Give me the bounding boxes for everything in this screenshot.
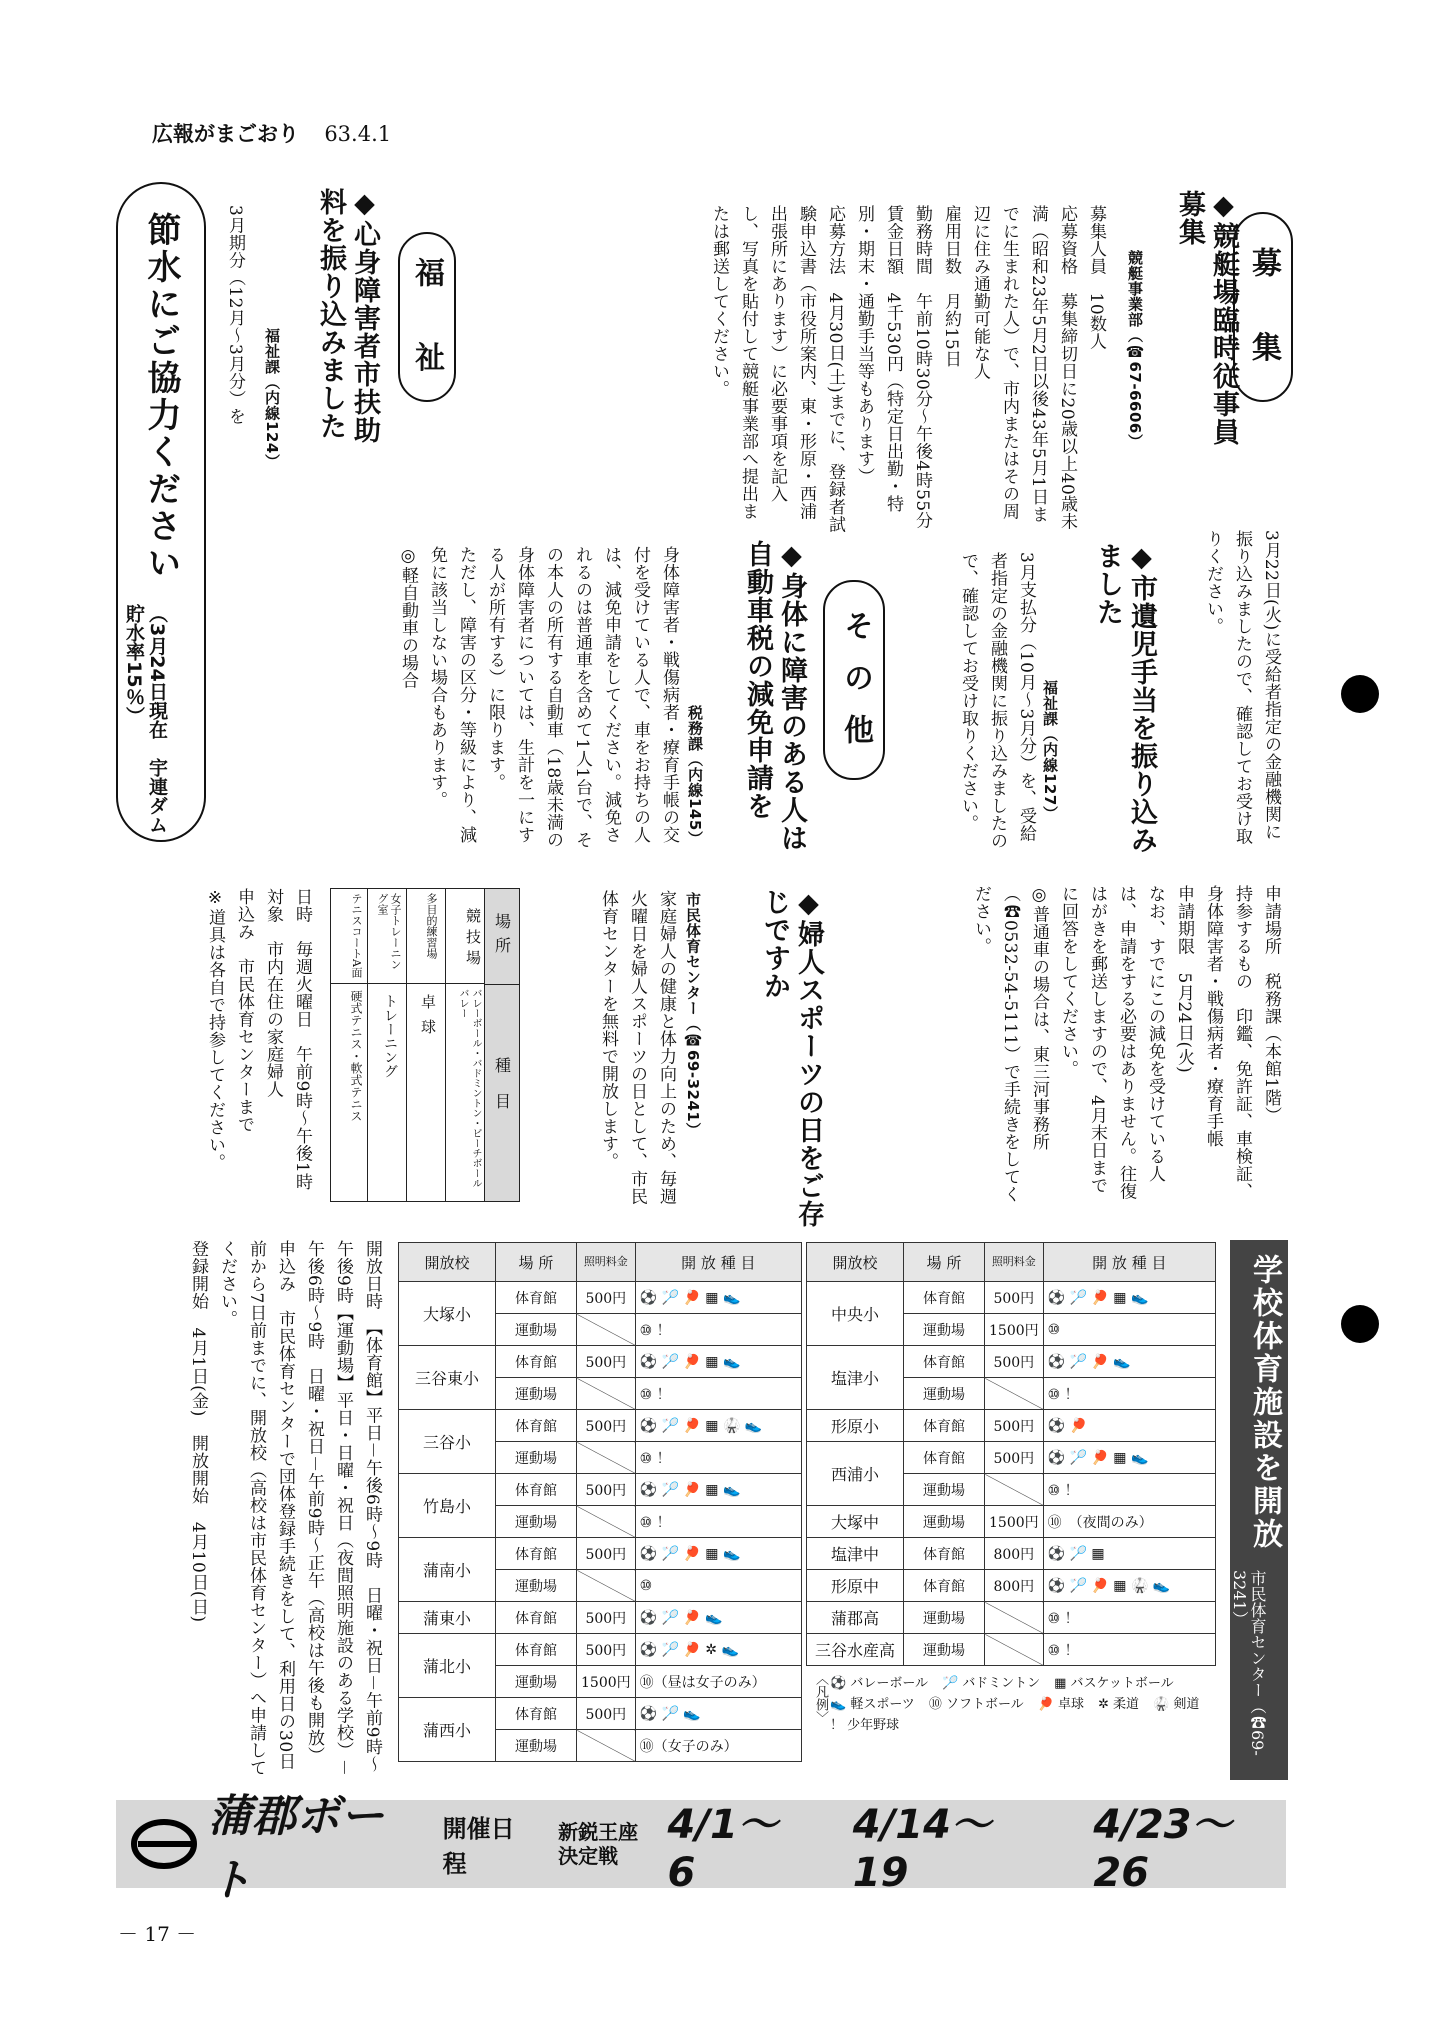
boat-logo: 蒲郡ボート — [208, 1791, 384, 1906]
table-row — [399, 1346, 802, 1378]
school-name: 三谷水産高 — [807, 1634, 904, 1666]
table-row — [807, 1538, 1216, 1570]
sport-events: ⚽ 🏸 🏓 ▦ 👟 — [1043, 1442, 1215, 1474]
fujin-body: 家庭婦人の健康と体力向上のため、毎週火曜日を婦人スポーツの日として、市民体育センターを無料で開放します。 — [598, 890, 676, 1205]
setsusui-sub: （3月24日現在 宇連ダム貯水率15％） — [123, 604, 168, 834]
school-name: 蒲東小 — [399, 1602, 496, 1634]
fujin-table — [330, 888, 520, 1202]
page-header — [152, 118, 391, 148]
fujo-continuation: 3月22日(火)に受給者指定の金融機関に振り込みましたので、確認してお受け取りください。 — [1203, 530, 1281, 845]
iji-heading: ◆市遺児手当を振り込みました — [1092, 542, 1157, 854]
sport-events: ⚽ 🏸 🏓 ▦ 🥋 👟 — [635, 1410, 801, 1442]
facility-place: 運動場 — [904, 1602, 985, 1634]
section-oval-boshu: 募 集 — [1233, 212, 1293, 402]
facility-place: 運動場 — [904, 1378, 985, 1410]
school-name: 塩津中 — [807, 1538, 904, 1570]
facility-place: 運動場 — [496, 1570, 577, 1602]
fujin-cell-event: 卓球 — [419, 994, 437, 1044]
sport-events: ⑩ ！ — [1043, 1602, 1215, 1634]
sport-events: ⑩ ！ — [635, 1506, 801, 1538]
facility-place: 体育館 — [496, 1346, 577, 1378]
zeikin-body: 身体障害者・戦傷病者・療育手帳の交付を受けている人で、車をお持ちの人は、減免申請をしてください。減免されるのは普通車を含めて1人1台で、その本人の所有する自動車（18歳未満の身体障害者については、生計を一にする人が所有する）に限ります。 ただし、障害の区分・等級により、減免に該当しない場合もあります。 ◎軽自動車の場合 — [398, 546, 679, 849]
facility-place: 運動場 — [904, 1474, 985, 1506]
sport-events: ⑩ — [635, 1570, 801, 1602]
boat-date-3: 4/23～26 — [1093, 1801, 1232, 1896]
table-row — [399, 1538, 802, 1570]
legend-item: 👟 軽スポーツ — [830, 1697, 915, 1712]
fujin-table-header-place: 場所 — [485, 889, 519, 985]
sport-events: ⚽ 🏸 🏓 ▦ 👟 — [635, 1538, 801, 1570]
lighting-fee — [985, 1634, 1044, 1666]
school-name: 塩津小 — [807, 1346, 904, 1410]
kyotei-dept: 競艇事業部（☎67-6606） — [1126, 250, 1144, 450]
lighting-fee — [985, 1378, 1044, 1410]
lighting-fee: 500円 — [985, 1442, 1044, 1474]
facility-place: 体育館 — [904, 1410, 985, 1442]
lighting-fee: 500円 — [985, 1410, 1044, 1442]
table-row — [399, 1634, 802, 1666]
kyotei-heading: ◆競艇場臨時従事員募集 — [1174, 190, 1239, 446]
col-events: 開 放 種 目 — [635, 1243, 801, 1282]
school-name: 大塚小 — [399, 1282, 496, 1346]
col-place: 場 所 — [496, 1243, 577, 1282]
facility-place: 体育館 — [496, 1282, 577, 1314]
school-name: 形原小 — [807, 1410, 904, 1442]
col-fee: 照明料金 — [577, 1243, 636, 1282]
sport-events: ⚽ 🏸 🏓 ▦ 👟 — [1043, 1282, 1215, 1314]
school-name: 形原中 — [807, 1570, 904, 1602]
facility-place: 体育館 — [904, 1570, 985, 1602]
boat-date-2: 4/14～19 — [852, 1801, 991, 1896]
fujo-body: 3月期分（12月～3月分）を — [225, 205, 245, 426]
facility-place: 体育館 — [904, 1346, 985, 1378]
boat-logo-icon — [128, 1814, 200, 1874]
school-name: 中央小 — [807, 1282, 904, 1346]
boat-label: 開催日程 — [442, 1815, 515, 1878]
sport-events: ⚽ 🏸 🏓 ✲ 👟 — [635, 1634, 801, 1666]
facility-place: 運動場 — [496, 1666, 577, 1698]
facility-place: 運動場 — [904, 1506, 985, 1538]
fujin-table-row — [367, 889, 406, 1201]
table-row — [807, 1442, 1216, 1474]
header-title: 広報がまごおり — [152, 122, 299, 146]
iji-dept: 福祉課（内線127） — [1041, 680, 1059, 822]
legend-item: ！ 少年野球 — [830, 1718, 900, 1733]
sport-events: ⚽ 🏸 👟 — [635, 1698, 801, 1730]
fujin-cell-place: 女子トレーニング室 — [368, 889, 406, 984]
gakko-legend — [806, 1672, 1216, 1733]
kyotei-body: 募集人員 10数人 応募資格 募集締切日に20歳以上40歳未満（昭和23年5月2日以後43年5月1日までに生まれた人）で、市内またはその周辺に住み通勤可能な人 雇用日数 月約15日 勤務時間 午前10時30分～午後4時55分 賃金日額 4千530円（特定日出勤・特別・期末・通勤手当等もあります） 応募方法 4月30日(土)までに、登録者試験申込書（市役所案内、東・形原・西浦出張所にあります）に必要事項を記入し、写真を貼付して競艇事業部へ提出または郵送してください。 — [709, 205, 1106, 534]
binding-dot-top — [1341, 675, 1379, 713]
lighting-fee — [577, 1570, 636, 1602]
legend-item: 🏸 バドミントン — [942, 1676, 1041, 1691]
fujo-heading: ◆心身障害者市扶助料を振り込みました — [315, 188, 380, 444]
sport-events: ⑩（昼は女子のみ） — [635, 1666, 801, 1698]
facility-place: 運動場 — [904, 1314, 985, 1346]
school-name: 蒲郡高 — [807, 1602, 904, 1634]
sport-events: ⑩ — [1043, 1314, 1215, 1346]
fujo-dept: 福祉課（内線124） — [263, 328, 281, 470]
sport-events: ⑩ ！ — [635, 1442, 801, 1474]
table-row — [807, 1506, 1216, 1538]
section-oval-fukushi: 福 祉 — [398, 232, 456, 402]
gakko-title-box — [1230, 1240, 1288, 1780]
table-row — [399, 1602, 802, 1634]
setsusui-main: 節水にご協力ください — [141, 212, 181, 582]
lighting-fee: 500円 — [577, 1538, 636, 1570]
fujin-heading: ◆婦人スポーツの日をご存じですか — [759, 888, 824, 1228]
fujin-table-header — [484, 889, 519, 1201]
sport-events: ⚽ 🏸 ▦ — [1043, 1538, 1215, 1570]
col-fee: 照明料金 — [985, 1243, 1044, 1282]
table-row — [807, 1282, 1216, 1314]
sport-events: ⚽ 🏸 🏓 ▦ 👟 — [635, 1282, 801, 1314]
boat-date-1: 4/1～6 — [667, 1801, 778, 1896]
fujin-cell-event: バレーボール・バドミントン・ビーチボールバレー — [457, 988, 481, 1188]
school-name: 蒲西小 — [399, 1698, 496, 1762]
gakko-info: 開放日時 【体育館】平日－午後6時～9時 日曜・祝日－午前9時～午後9時【運動場】平日・日曜・祝日（夜間照明施設のある学校）－午後6時～9時 日曜・祝日－午前9時～正午（高校は午後も開放） 申込み 市民体育センターで団体登録手続きをして、利用日の30日前から7日前までに、開放校（高校は市民体育センター）へ申請してください。 登録開始 4月1日(金) 開放開始 4月10日(日) — [188, 1240, 382, 1777]
sport-events: ⑩（女子のみ） — [635, 1730, 801, 1762]
sport-events: ⑩ ！ — [635, 1378, 801, 1410]
sport-events: ⑩ ！ — [1043, 1378, 1215, 1410]
legend-item: 🏓 卓球 — [1037, 1697, 1085, 1712]
lighting-fee — [577, 1506, 636, 1538]
fujin-dept: 市民体育センター（☎69-3241） — [684, 892, 702, 1138]
lighting-fee: 500円 — [985, 1346, 1044, 1378]
lighting-fee: 500円 — [577, 1410, 636, 1442]
col-events: 開 放 種 目 — [1043, 1243, 1215, 1282]
table-row — [807, 1410, 1216, 1442]
gakko-dept: 市民体育センター（☎69-3241） — [1230, 1570, 1267, 1756]
fujin-table-row — [331, 889, 367, 1201]
facility-place: 体育館 — [904, 1538, 985, 1570]
sport-events: ⚽ 🏓 — [1043, 1410, 1215, 1442]
facility-place: 体育館 — [496, 1410, 577, 1442]
col-school: 開放校 — [807, 1243, 904, 1282]
boat-race: 新鋭王座決定戦 — [558, 1820, 639, 1868]
legend-item: ⑩ ソフトボール — [928, 1697, 1024, 1712]
school-name: 蒲南小 — [399, 1538, 496, 1602]
legend-items — [830, 1672, 1216, 1733]
legend-item: ✲ 柔道 — [1098, 1697, 1140, 1712]
school-name: 蒲北小 — [399, 1634, 496, 1698]
lighting-fee — [985, 1602, 1044, 1634]
lighting-fee: 800円 — [985, 1538, 1044, 1570]
lighting-fee: 1500円 — [577, 1666, 636, 1698]
school-name: 三谷東小 — [399, 1346, 496, 1410]
lighting-fee — [985, 1474, 1044, 1506]
fujin-cell-event: 硬式テニス・軟式テニス — [349, 990, 363, 1122]
fujin-table-header-event: 種目 — [492, 1057, 512, 1129]
gakko-table-right — [806, 1242, 1216, 1733]
legend-item: ▦ バスケットボール — [1054, 1676, 1174, 1691]
lighting-fee: 500円 — [577, 1474, 636, 1506]
lighting-fee: 500円 — [577, 1346, 636, 1378]
legend-item: 🥋 剣道 — [1153, 1697, 1200, 1712]
sport-events: ⚽ 🏸 🏓 ▦ 👟 — [635, 1474, 801, 1506]
zeikin-body-2: 申請場所 税務課（本館1階） 持参するもの 印鑑、免許証、車検証、身体障害者・戦傷病者・療育手帳 申請期限 5月24日(火) なお、すでにこの減免を受けている人は、申請をする必要はありません。往復はがきを郵送しますので、4月末日までに回答をしてください。 ◎普通車の場合は、東三河事務所（☎0532-54-5111）で手続きをしてください。 — [971, 885, 1281, 1204]
lighting-fee: 1500円 — [985, 1506, 1044, 1538]
table-row — [399, 1474, 802, 1506]
gakko-title: 学校体育施設を開放 — [1247, 1254, 1282, 1551]
legend-item: ⚽ バレーボール — [830, 1676, 929, 1691]
school-name: 西浦小 — [807, 1442, 904, 1506]
sport-events: ⚽ 🏸 🏓 ▦ 🥋 👟 — [1043, 1570, 1215, 1602]
lighting-fee: 1500円 — [985, 1314, 1044, 1346]
facility-place: 運動場 — [496, 1730, 577, 1762]
school-name: 三谷小 — [399, 1410, 496, 1474]
facility-place: 運動場 — [496, 1378, 577, 1410]
table-row — [399, 1282, 802, 1314]
facility-place: 体育館 — [496, 1602, 577, 1634]
facility-place: 体育館 — [904, 1282, 985, 1314]
sport-events: ⑩ ！ — [635, 1314, 801, 1346]
facility-place: 運動場 — [904, 1634, 985, 1666]
facility-place: 体育館 — [496, 1474, 577, 1506]
zeikin-dept: 税務課（内線145） — [686, 705, 704, 847]
fujin-cell-place: テニスコートA面 — [331, 889, 367, 984]
facility-place: 体育館 — [904, 1442, 985, 1474]
binding-dot-bottom — [1341, 1305, 1379, 1343]
facility-place: 体育館 — [496, 1634, 577, 1666]
facility-place: 運動場 — [496, 1442, 577, 1474]
gakko-table-left — [398, 1242, 802, 1762]
facility-place: 体育館 — [496, 1538, 577, 1570]
lighting-fee: 800円 — [985, 1570, 1044, 1602]
sport-events: ⑩ ！ — [1043, 1634, 1215, 1666]
facility-place: 体育館 — [496, 1698, 577, 1730]
lighting-fee — [577, 1442, 636, 1474]
legend-label: 〈凡例〉 — [813, 1672, 828, 1724]
table-row — [807, 1346, 1216, 1378]
table-row — [399, 1698, 802, 1730]
table-row — [807, 1570, 1216, 1602]
school-name: 竹島小 — [399, 1474, 496, 1538]
setsusui-box — [116, 182, 206, 842]
facility-place: 運動場 — [496, 1314, 577, 1346]
fujin-table-row — [406, 889, 445, 1201]
boat-banner — [116, 1791, 1286, 1906]
school-name: 大塚中 — [807, 1506, 904, 1538]
table-row — [399, 1410, 802, 1442]
col-place: 場 所 — [904, 1243, 985, 1282]
lighting-fee: 500円 — [577, 1282, 636, 1314]
fujin-cell-event: トレーニング — [382, 994, 398, 1078]
lighting-fee: 500円 — [985, 1282, 1044, 1314]
lighting-fee: 500円 — [577, 1634, 636, 1666]
section-oval-sonota: その他 — [823, 580, 885, 780]
fujin-cell-place: 多目的練習場 — [407, 889, 445, 984]
col-school: 開放校 — [399, 1243, 496, 1282]
sport-events: ⚽ 🏸 🏓 👟 — [1043, 1346, 1215, 1378]
zeikin-heading: ◆身体に障害のある人は自動車税の減免申請を — [742, 540, 807, 852]
page-number: － 17 － — [118, 1922, 197, 1946]
lighting-fee — [577, 1730, 636, 1762]
lighting-fee — [577, 1378, 636, 1410]
sport-events: ⑩ （夜間のみ） — [1043, 1506, 1215, 1538]
lighting-fee — [577, 1314, 636, 1346]
lighting-fee: 500円 — [577, 1698, 636, 1730]
fujin-body-3: 日時 毎週火曜日 午前9時～午後1時 対象 市内在住の家庭婦人 申込み 市民体育センターまで ※道具は各自で持参してください。 — [205, 888, 312, 1191]
sport-events: ⚽ 🏸 🏓 ▦ 👟 — [635, 1346, 801, 1378]
table-row — [807, 1634, 1216, 1666]
sport-events: ⚽ 🏸 🏓 👟 — [635, 1602, 801, 1634]
header-date: 63.4.1 — [324, 122, 392, 146]
fujin-cell-place: 競技場 — [446, 889, 484, 984]
iji-body: 3月支払分（10月～3月分）を、受給者指定の金融機関に振り込みましたので、確認してお受け取りください。 — [958, 552, 1036, 850]
facility-place: 運動場 — [496, 1506, 577, 1538]
lighting-fee: 500円 — [577, 1602, 636, 1634]
sport-events: ⑩ ！ — [1043, 1474, 1215, 1506]
table-row — [807, 1602, 1216, 1634]
fujin-table-row — [445, 889, 484, 1201]
